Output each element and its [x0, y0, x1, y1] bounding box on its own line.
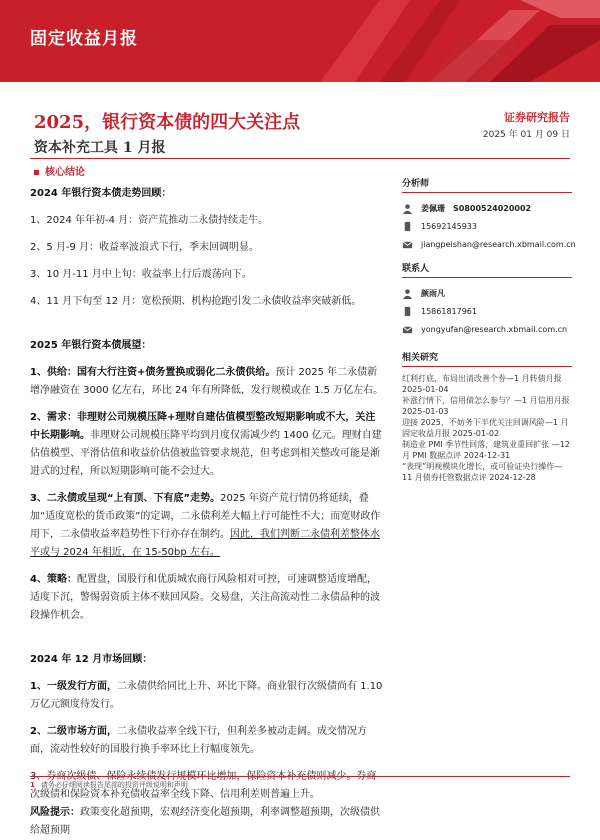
analyst-certificate: S0800524020002 — [453, 203, 532, 213]
email-icon — [402, 324, 413, 335]
paragraph: 1、一级发行方面，二永债供给同比上升、环比下降。商业银行次级债尚有 1.10 万亿元额度待发行。 — [30, 681, 383, 710]
list-item: 1、2024 年年初-4 月：资产荒推动二永债持续走牛。 — [30, 215, 269, 226]
person-icon — [402, 203, 413, 214]
phone-icon — [402, 221, 413, 232]
core-conclusion-label: 核心结论 — [34, 163, 85, 178]
person-icon — [402, 288, 413, 299]
header-banner — [0, 0, 600, 82]
list-item: 2、5 月-9 月：收益率波浪式下行，季末回调明显。 — [30, 242, 260, 253]
related-research-label: 相关研究 — [402, 350, 572, 367]
section-heading: 2025 年银行资本债展望： — [30, 340, 152, 351]
page-title: 2025，银行资本债的四大关注点 — [34, 112, 301, 133]
page-number: 1 — [30, 781, 35, 789]
bullet-icon — [34, 170, 39, 175]
footer — [30, 776, 570, 790]
list-item: 4、11 月下旬至 12 月：宽松预期、机构抢跑引发二永债收益率突破新低。 — [30, 296, 362, 307]
related-research-item[interactable]: 迎接 2025，不妨务下半优关注回调风险—1 月固定收益月报 2025-01-02 — [402, 418, 569, 438]
related-research-item[interactable]: 补涨行情下，信用债怎么参与？—1 月信用月报 2025-01-03 — [402, 396, 570, 416]
contact-phone: 15861817961 — [421, 306, 477, 316]
related-research-item[interactable]: 制造业 PMI 季节性回落，建筑业重回扩张 —12 月 PMI 数据点评 2024-12-31 — [402, 440, 570, 460]
section-heading: 2024 年 12 月市场回顾： — [30, 654, 153, 665]
analyst-email[interactable]: jiangpeishan@research.xbmail.com.cn — [421, 239, 576, 249]
email-icon — [402, 239, 413, 250]
report-type: 证券研究报告 — [504, 111, 570, 124]
contact-name: 颜雨凡 — [421, 288, 445, 298]
analyst-label: 分析师 — [402, 176, 572, 193]
header-divider — [30, 158, 570, 159]
analyst-name: 姜佩珊 — [421, 203, 445, 213]
paragraph: 3、券商次级债、保险永续债发行规模环比增加，保险资本补充债则减少。券商次级债和保险资本补充债收益率全线下降、信用利差则普遍上升。 — [30, 771, 377, 800]
banner-pattern — [260, 0, 600, 82]
paragraph: 3、二永债或呈现“上有顶、下有底”走势。2025 年资产荒行情仍将延续，叠加“适度宽松的货币政策”的定调，二永债利差大幅上行可能性不大；而宽财政作用下，二永债收益率趋势性下行亦存在制约。因此，我们判断二永债利差整体水平或与 2024 年相近，在 15-50bp 左右。 — [30, 493, 381, 558]
risk-warning: 风险提示：政策变化超预期，宏观经济变化超预期，利率调整超预期，次级债供给超预期 — [30, 807, 380, 836]
report-category: 固定收益月报 — [30, 29, 138, 49]
page-subtitle: 资本补充工具 1 月报 — [34, 140, 166, 156]
related-research-item[interactable]: “表现”明视模块化增长，或可验证央行操作—11 月债券托管数据点评 2024-12-28 — [402, 462, 563, 482]
report-date: 2025 年 01 月 09 日 — [482, 130, 570, 140]
contact-email[interactable]: yongyufan@research.xbmail.com.cn — [421, 324, 568, 334]
phone-icon — [402, 306, 413, 317]
sidebar — [402, 176, 576, 483]
main-content — [30, 185, 385, 840]
analyst-phone: 15692145933 — [421, 221, 477, 231]
paragraph: 2、二级市场方面，二永债收益率全线下行，但利差多被动走阔。成交情况方面，流动性较好的国股行换手率环比上行幅度领先。 — [30, 726, 367, 755]
disclaimer: 请务必仔细阅读报告尾部的投资评级说明和声明 — [40, 781, 188, 789]
contact-label: 联系人 — [402, 261, 572, 278]
paragraph: 4、策略：配置盘，国股行和优质城农商行风险相对可控，可速调整适度增配，适度下沉，警惕弱资质主体不赎回风险。交易盘，关注高流动性二永债品种的波段操作机会。 — [30, 574, 380, 621]
paragraph: 2、需求：非理财公司规模压降+理财自建估值模型整改短期影响或不大，关注中长期影响。非理财公司规模压降平均到月度仅需减少约 1400 亿元。理财自建估值模型、平滑估值和收益价估值被监管要求规范，但考虑到相关整改可能是渐进式的过程，所以短期影响可能不会过大。 — [30, 412, 382, 477]
paragraph: 1、供给：国有大行注资+债务置换或弱化二永债供给。预计 2025 年二永债新增净融资在 3000 亿左右，环比 24 年有所降低，发行规模或在 1.5 万亿左右。 — [30, 367, 384, 396]
related-research-item[interactable]: 红利打底，布局出清改善个券—1 月转债月报 2025-01-04 — [402, 374, 562, 394]
list-item: 3、10 月-11 月中上旬：收益率上行后震荡向下。 — [30, 269, 252, 280]
section-heading: 2024 年银行资本债走势回顾： — [30, 188, 172, 199]
